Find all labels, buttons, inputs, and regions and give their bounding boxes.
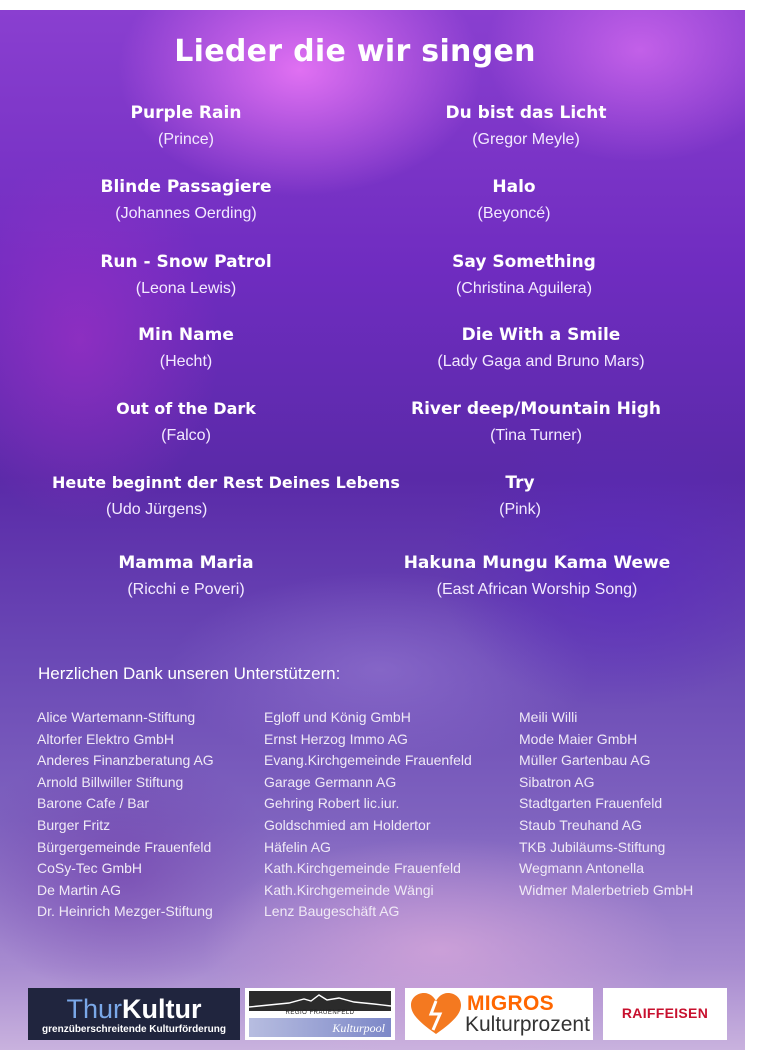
song-title: Du bist das Licht [445,103,607,123]
song-artist: (Beyoncé) [477,205,551,222]
song-entry [86,176,286,225]
song-title: Blinde Passagiere [100,177,272,197]
song-entry [386,552,688,601]
supporter-item: Müller Gartenbau AG [519,752,651,769]
song-title: Out of the Dark [116,399,256,418]
supporter-item: Kath.Kirchgemeinde Wängi [264,881,434,898]
song-title: Purple Rain [130,103,242,123]
supporter-item: Altorfer Elektro GmbH [37,730,174,747]
supporter-item: Anderes Finanzberatung AG [37,752,214,769]
song-artist: (Leona Lewis) [135,280,237,297]
song-entry [440,472,600,521]
song-artist: (Udo Jürgens) [106,501,208,518]
song-entry [396,324,686,373]
song-entry [46,472,406,521]
song-title: River deep/Mountain High [410,399,661,419]
supporter-item: Bürgergemeinde Frauenfeld [37,838,212,855]
song-entry [96,398,276,447]
supporter-item: Stadtgarten Frauenfeld [519,795,663,812]
song-title: Hakuna Mungu Kama Wewe [403,553,671,573]
supporter-item: Wegmann Antonella [519,860,645,877]
supporter-item: Arnold Billwiller Stiftung [37,773,184,790]
song-artist: (Johannes Oerding) [115,205,257,222]
raiffeisen-logo [603,988,727,1040]
supporter-item: Dr. Heinrich Mezger-Stiftung [37,903,213,920]
migros-kulturprozent-logo [405,988,593,1040]
song-entry [386,398,686,447]
song-entry [414,251,634,300]
supporter-item: Evang.Kirchgemeinde Frauenfeld [264,752,472,769]
song-title: Heute beginnt der Rest Deines Lebens [52,473,400,492]
supporter-item: CoSy-Tec GmbH [37,860,143,877]
supporter-item: Widmer Malerbetrieb GmbH [519,881,694,898]
thurkultur-word-2: Kultur [122,994,202,1024]
supporter-item: Lenz Baugeschäft AG [264,903,400,920]
supporter-item: Burger Fritz [37,816,111,833]
kulturpool-label: Kulturpool [332,1021,385,1035]
song-artist: (Lady Gaga and Bruno Mars) [437,353,645,370]
kulturprozent-label: Kulturprozent [465,1013,590,1036]
thurkultur-word-1: Thur [66,994,123,1024]
song-artist: (Pink) [499,501,541,518]
heart-icon [409,992,463,1036]
song-artist: (Prince) [157,131,214,148]
supporter-item: Kath.Kirchgemeinde Frauenfeld [264,860,461,877]
supporter-item: Ernst Herzog Immo AG [264,730,408,747]
supporter-item: De Martin AG [37,881,122,898]
song-artist: (Falco) [161,427,211,444]
song-entry [96,324,276,373]
song-artist: (East African Worship Song) [436,581,638,598]
song-artist: (Gregor Meyle) [472,131,580,148]
song-entry [86,251,286,300]
migros-label: MIGROS [467,992,554,1015]
song-artist: (Hecht) [159,353,213,370]
supporter-item: Staub Treuhand AG [519,816,642,833]
supporter-item: Gehring Robert lic.iur. [264,795,400,812]
supporter-item: Meili Willi [519,709,578,725]
song-title: Mamma Maria [118,553,254,573]
supporter-item: Egloff und König GmbH [264,709,411,725]
song-artist: (Ricchi e Poveri) [127,581,245,598]
regio-label: REGIO FRAUENFELD [285,1010,355,1016]
kulturpool-logo [245,988,395,1040]
song-title: Die With a Smile [461,325,621,345]
song-title: Run - Snow Patrol [100,252,272,272]
supporter-item: TKB Jubiläums-Stiftung [519,838,666,855]
supporter-item: Goldschmied am Holdertor [264,816,431,833]
supporters-heading: Herzlichen Dank unseren Unterstützern: [38,664,341,683]
song-entry [96,102,276,151]
song-title: Halo [492,177,536,197]
supporter-item: Alice Wartemann-Stiftung [37,709,196,725]
song-title: Try [505,473,535,493]
thurkultur-logo [28,988,240,1040]
song-artist: (Tina Turner) [490,427,582,444]
supporter-item: Häfelin AG [264,838,331,855]
song-entry [86,552,286,601]
supporters-column-3 [519,707,693,901]
supporter-item: Garage Germann AG [264,773,397,790]
song-artist: (Christina Aguilera) [455,280,593,297]
song-title: Say Something [452,252,596,272]
song-entry [414,176,614,225]
raiffeisen-label: RAIFFEISEN [621,1005,709,1021]
song-entry [406,102,646,151]
thurkultur-tagline: grenzüberschreitende Kulturförderung [42,1024,226,1035]
supporters-column-1 [37,707,214,923]
supporter-item: Sibatron AG [519,773,595,790]
supporters-column-2 [264,707,472,923]
mountain-skyline-icon [249,991,391,1011]
supporter-item: Barone Cafe / Bar [37,795,150,812]
flyer [0,10,745,1050]
song-title: Min Name [138,325,234,345]
page-title: Lieder die wir singen [174,34,536,69]
supporter-item: Mode Maier GmbH [519,730,638,747]
